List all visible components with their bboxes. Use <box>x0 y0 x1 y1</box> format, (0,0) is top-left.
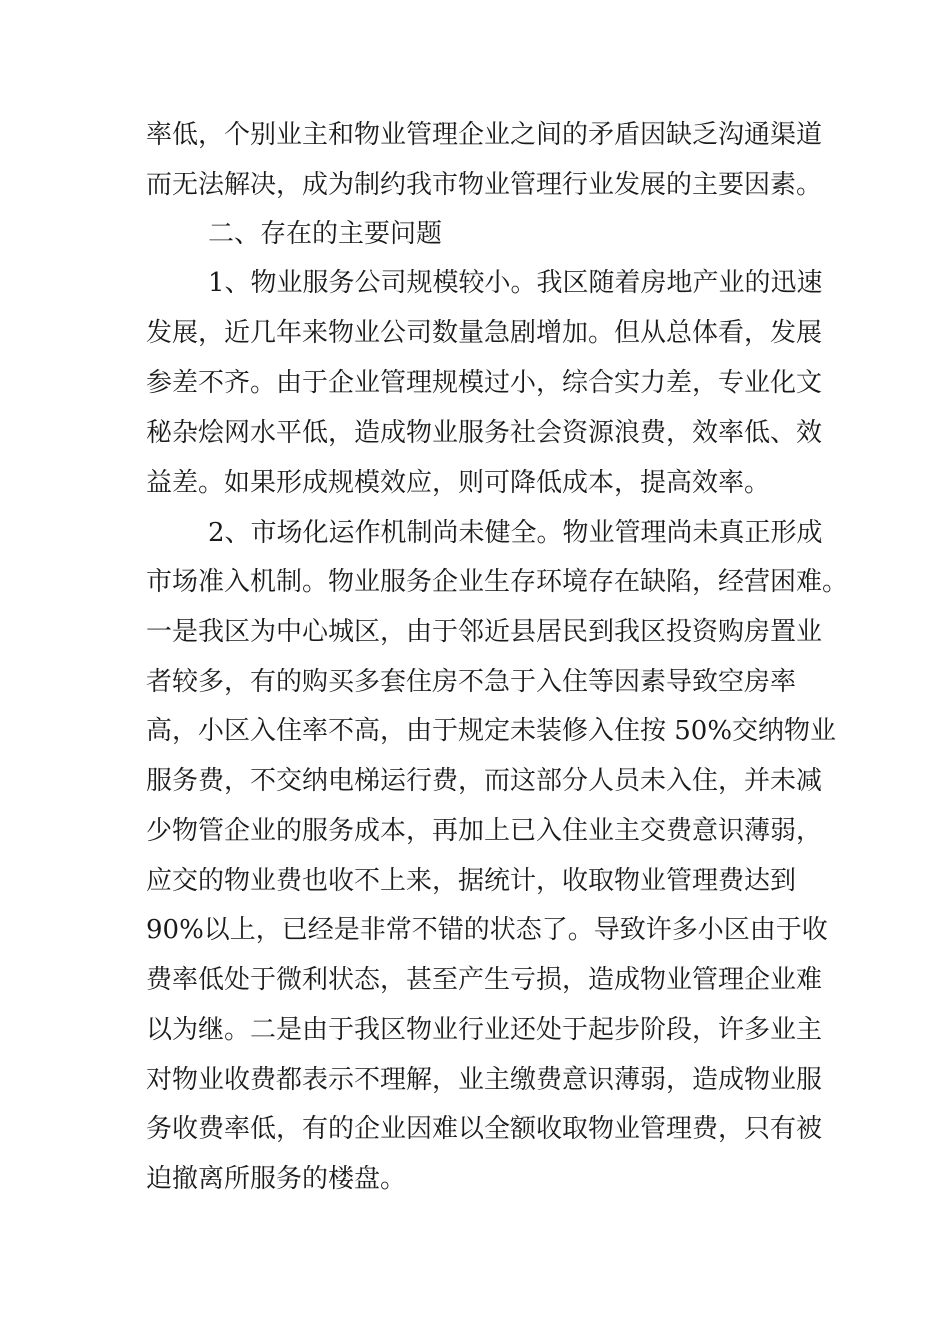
text-line: 一是我区为中心城区，由于邻近县居民到我区投资购房置业 <box>146 617 823 647</box>
text-line: 对物业收费都表示不理解，业主缴费意识薄弱，造成物业服 <box>146 1065 823 1095</box>
text-line: 以为继。二是由于我区物业行业还处于起步阶段，许多业主 <box>146 1015 823 1045</box>
text-line: 2、市场化运作机制尚未健全。物业管理尚未真正形成 <box>208 518 823 548</box>
text-line: 高，小区入住率不高，由于规定未装修入住按 50%交纳物业 <box>146 716 837 746</box>
text-line: 市场准入机制。物业服务企业生存环境存在缺陷，经营困难。 <box>146 567 849 597</box>
text-line: 参差不齐。由于企业管理规模过小，综合实力差，专业化文 <box>146 368 823 398</box>
text-line: 务收费率低，有的企业因难以全额收取物业管理费，只有被 <box>146 1114 823 1144</box>
text-line: 迫撤离所服务的楼盘。 <box>146 1164 407 1194</box>
text-line: 1、物业服务公司规模较小。我区随着房地产业的迅速 <box>208 268 823 298</box>
text-line: 益差。如果形成规模效应，则可降低成本，提高效率。 <box>146 468 771 498</box>
section-heading: 二、存在的主要问题 <box>208 219 443 249</box>
text-line: 秘杂烩网水平低，造成物业服务社会资源浪费，效率低、效 <box>146 418 823 448</box>
text-line: 应交的物业费也收不上来，据统计，收取物业管理费达到 <box>146 866 797 896</box>
text-line: 少物管企业的服务成本，再加上已入住业主交费意识薄弱， <box>146 816 823 846</box>
text-line: 率低，个别业主和物业管理企业之间的矛盾因缺乏沟通渠道 <box>146 120 823 150</box>
text-line: 90%以上，已经是非常不错的状态了。导致许多小区由于收 <box>146 915 828 945</box>
text-line: 而无法解决，成为制约我市物业管理行业发展的主要因素。 <box>146 170 823 200</box>
text-line: 者较多，有的购买多套住房不急于入住等因素导致空房率 <box>146 667 797 697</box>
text-line: 费率低处于微利状态，甚至产生亏损，造成物业管理企业难 <box>146 965 823 995</box>
text-line: 发展，近几年来物业公司数量急剧增加。但从总体看，发展 <box>146 318 823 348</box>
text-line: 服务费，不交纳电梯运行费，而这部分人员未入住，并未减 <box>146 766 823 796</box>
